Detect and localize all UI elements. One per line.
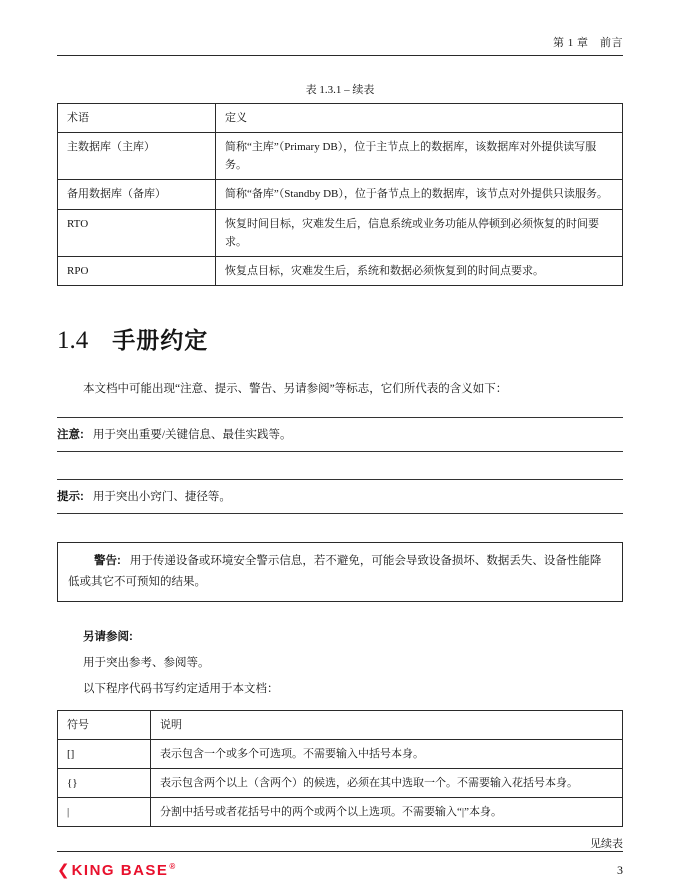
table-row (58, 798, 623, 827)
warning-paragraph (68, 551, 612, 591)
description-cell: 表示包含两个以上（含两个）的候选，必须在其中选取一个。不需要输入花括号本身。 (151, 768, 623, 797)
table-row (58, 768, 623, 797)
symbols-header-row (58, 710, 623, 739)
section-title: 手册约定 (112, 326, 209, 353)
note-admonition (57, 417, 623, 452)
warning-box (57, 542, 623, 601)
page-footer (57, 851, 623, 879)
warning-label: 警告: (94, 555, 121, 568)
definition-cell: 恢复时间目标，灾难发生后，信息系统或业务功能从停顿到必须恢复的时间要求。 (216, 209, 623, 256)
symbols-col-header-symbol: 符号 (58, 710, 151, 739)
symbols-table (57, 710, 623, 828)
section-heading (57, 322, 623, 355)
table-row (58, 133, 623, 180)
tip-label: 提示: (57, 491, 84, 504)
see-continued-note: 见续表 (590, 838, 623, 851)
terms-table (57, 103, 623, 286)
logo-text: KING BASE (71, 862, 169, 880)
definition-cell: 简称“主库”（Primary DB），位于主节点上的数据库，该数据库对外提供读写服务。 (216, 133, 623, 180)
symbol-cell: {} (58, 768, 151, 797)
page-header (57, 34, 623, 56)
section-intro: 本文档中可能出现“注意、提示、警告、另请参阅”等标志，它们所代表的含义如下： (83, 382, 508, 395)
table-row (58, 209, 623, 256)
section-number: 1.4 (57, 326, 89, 354)
seealso-label: 另请参阅: (83, 630, 133, 643)
term-cell: 主数据库（主库） (58, 133, 216, 180)
note-label: 注意: (57, 429, 84, 442)
table-row (58, 256, 623, 285)
symbol-cell: [] (58, 739, 151, 768)
tip-text: 用于突出小窍门、捷径等。 (92, 491, 231, 504)
warning-text: 用于传递设备或环境安全警示信息，若不避免，可能会导致设备损坏、数据丢失、设备性能降低或其它不可预知的结果。 (68, 555, 602, 588)
term-cell: RPO (58, 256, 216, 285)
term-cell: 备用数据库（备库） (58, 180, 216, 209)
kingbase-logo (57, 861, 175, 879)
table-row (58, 739, 623, 768)
tip-admonition (57, 479, 623, 514)
term-cell: RTO (58, 209, 216, 256)
registered-trademark-icon: ® (169, 862, 176, 872)
symbol-cell: | (58, 798, 151, 827)
terms-col-header-definition: 定义 (216, 104, 623, 133)
table-row (58, 180, 623, 209)
definition-cell: 简称“备库”（Standby DB），位于备节点上的数据库，该节点对外提供只读服务。 (216, 180, 623, 209)
symbols-col-header-description: 说明 (151, 710, 623, 739)
terms-header-row (58, 104, 623, 133)
description-cell: 表示包含一个或多个可选项。不需要输入中括号本身。 (151, 739, 623, 768)
terms-table-caption: 表 1.3.1 – 续表 (305, 84, 375, 96)
chapter-header: 第 1 章 前言 (553, 37, 623, 49)
terms-col-header-term: 术语 (58, 104, 216, 133)
description-cell: 分割中括号或者花括号中的两个或两个以上选项。不需要输入“|”本身。 (151, 798, 623, 827)
definition-cell: 恢复点目标，灾难发生后，系统和数据必须恢复到的时间点要求。 (216, 256, 623, 285)
code-convention-intro: 以下程序代码书写约定适用于本文档： (83, 682, 279, 695)
logo-mark-icon: ❮ (57, 862, 70, 880)
page-number: 3 (617, 862, 623, 877)
seealso-text: 用于突出参考、参阅等。 (83, 656, 210, 669)
note-text: 用于突出重要/关键信息、最佳实践等。 (92, 429, 292, 442)
